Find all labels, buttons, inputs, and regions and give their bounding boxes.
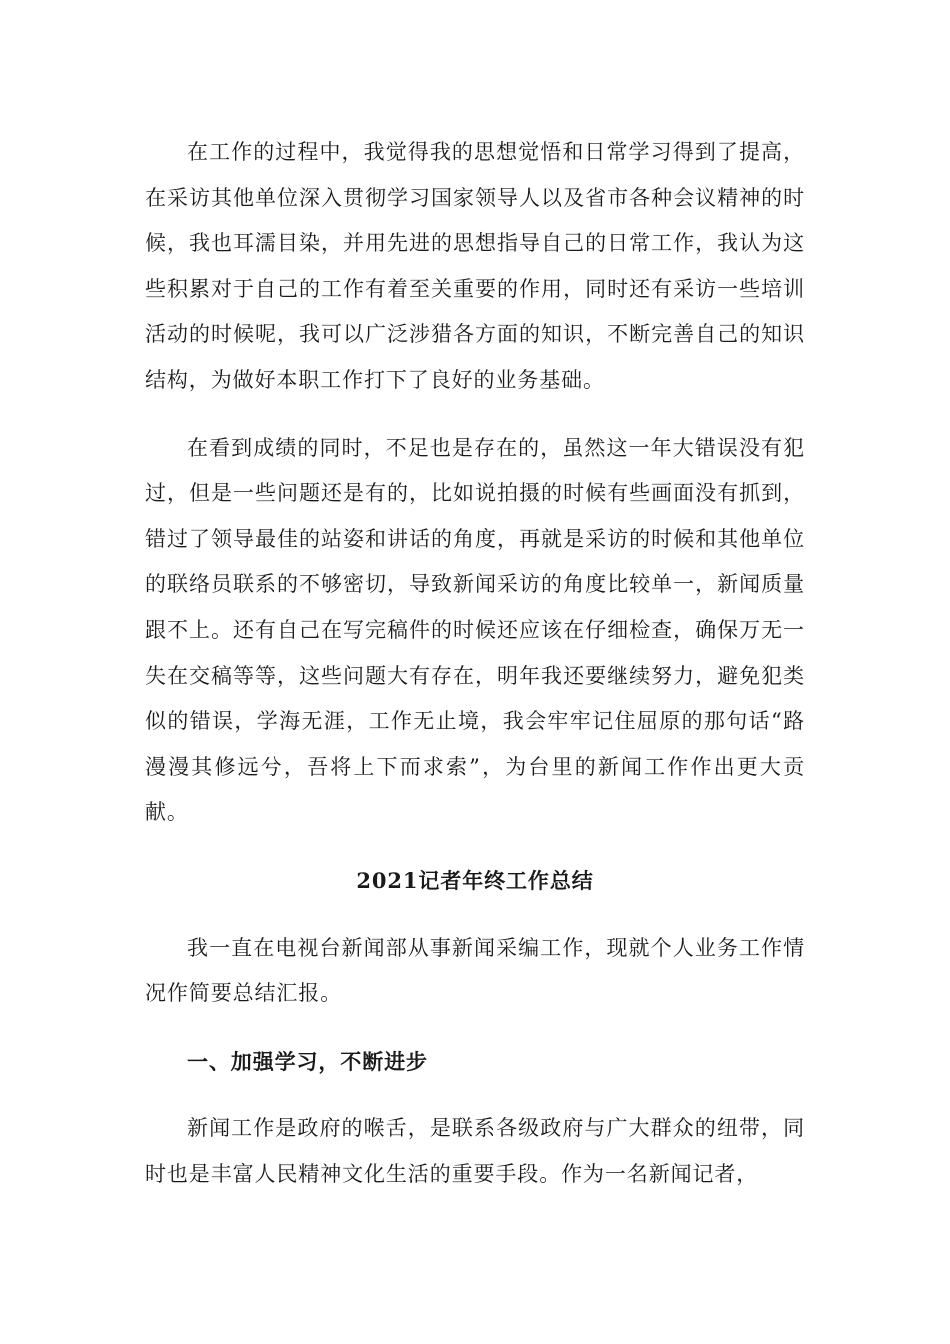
document-body xyxy=(145,130,805,1197)
body-paragraph-2: 在看到成绩的同时，不足也是存在的，虽然这一年大错误没有犯过，但是一些问题还是有的，比如说拍摄的时候有些画面没有抓到，错过了领导最佳的站姿和讲话的角度，再就是采访的时候和其他单位的联络员联系的不够密切，导致新闻采访的角度比较单一，新闻质量跟不上。还有自己在写完稿件的时候还应该在仔细检查，确保万无一失在交稿等等，这些问题大有存在，明年我还要继续努力，避免犯类似的错误，学海无涯，工作无止境，我会牢牢记住屈原的那句话“路漫漫其修远兮，吾将上下而求索”，为台里的新闻工作作出更大贡献。 xyxy=(145,435,805,825)
intro-paragraph: 我一直在电视台新闻部从事新闻采编工作，现就个人业务工作情况作简要总结汇报。 xyxy=(145,935,805,1006)
section-paragraph: 新闻工作是政府的喉舌，是联系各级政府与广大群众的纽带，同时也是丰富人民精神文化生活的重要手段。作为一名新闻记者， xyxy=(145,1116,805,1186)
paragraph-spacer xyxy=(145,904,805,926)
paragraph-spacer xyxy=(145,836,805,858)
paragraph-spacer xyxy=(145,1084,805,1106)
body-paragraph-1: 在工作的过程中，我觉得我的思想觉悟和日常学习得到了提高，在采访其他单位深入贯彻学习国家领导人以及省市各种会议精神的时候，我也耳濡目染，并用先进的思想指导自己的日常工作，我认为这些积累对于自己的工作有着至关重要的作用，同时还有采访一些培训活动的时候呢，我可以广泛涉猎各方面的知识，不断完善自己的知识结构，为做好本职工作打下了良好的业务基础。 xyxy=(145,140,805,392)
section-heading: 一、加强学习，不断进步 xyxy=(187,1048,428,1074)
paragraph-spacer xyxy=(145,404,805,426)
document-title: 2021记者年终工作总结 xyxy=(356,867,594,893)
paragraph-spacer xyxy=(145,1017,805,1039)
